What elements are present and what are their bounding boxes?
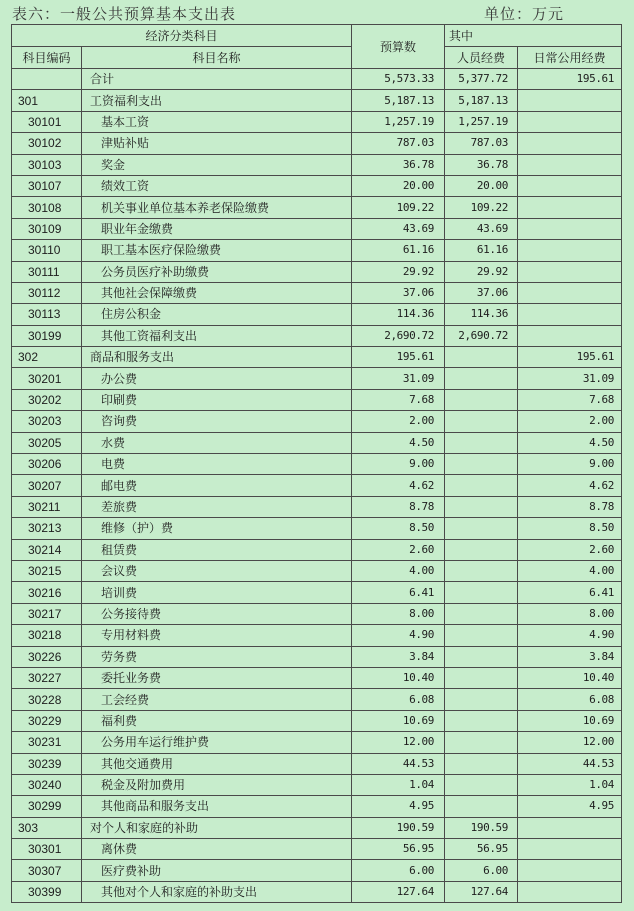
personnel-expense-cell: 61.16 [445,240,518,261]
account-code-cell: 30229 [12,711,82,732]
budget-amount-cell: 6.00 [352,860,445,881]
account-name-cell: 公务用车运行维护费 [82,732,352,753]
personnel-expense-cell: 37.06 [445,283,518,304]
budget-amount-cell: 8.78 [352,497,445,518]
account-name-cell: 基本工资 [82,112,352,133]
table-row [12,90,622,111]
budget-expenditure-table [11,24,622,903]
account-name-cell: 会议费 [82,561,352,582]
account-code-cell: 302 [12,347,82,368]
personnel-expense-cell: 109.22 [445,197,518,218]
table-row [12,582,622,603]
table-row [12,390,622,411]
header-personnel-expense: 人员经费 [445,47,518,69]
budget-amount-cell: 4.90 [352,625,445,646]
account-name-cell: 其他工资福利支出 [82,326,352,347]
budget-amount-cell: 61.16 [352,240,445,261]
public-expense-cell: 44.53 [518,754,622,775]
account-name-cell: 公务员医疗补助缴费 [82,262,352,283]
table-row [12,411,622,432]
account-name-cell: 职业年金缴费 [82,219,352,240]
budget-amount-cell: 195.61 [352,347,445,368]
account-name-cell: 劳务费 [82,647,352,668]
budget-amount-cell: 4.95 [352,796,445,817]
account-code-cell: 30299 [12,796,82,817]
account-name-cell: 委托业务费 [82,668,352,689]
personnel-expense-cell: 2,690.72 [445,326,518,347]
public-expense-cell: 2.60 [518,540,622,561]
header-of-which: 其中 [445,25,622,47]
account-code-cell: 30307 [12,860,82,881]
account-code-cell: 30399 [12,882,82,903]
personnel-expense-cell: 114.36 [445,304,518,325]
account-name-cell: 公务接待费 [82,604,352,625]
table-row [12,326,622,347]
table-row [12,860,622,881]
account-code-cell: 30108 [12,197,82,218]
budget-amount-cell: 6.41 [352,582,445,603]
budget-amount-cell: 5,187.13 [352,90,445,111]
account-name-cell: 专用材料费 [82,625,352,646]
table-row [12,711,622,732]
public-expense-cell [518,283,622,304]
public-expense-cell: 195.61 [518,69,622,90]
budget-amount-cell: 109.22 [352,197,445,218]
public-expense-cell: 4.50 [518,433,622,454]
budget-amount-cell: 2.00 [352,411,445,432]
public-expense-cell: 4.95 [518,796,622,817]
document-title: 表六：一般公共预算基本支出表 [12,5,237,23]
account-code-cell: 30217 [12,604,82,625]
account-code-cell: 30201 [12,368,82,389]
account-code-cell: 30102 [12,133,82,154]
budget-amount-cell: 2,690.72 [352,326,445,347]
personnel-expense-cell [445,625,518,646]
table-row [12,176,622,197]
account-name-cell: 工资福利支出 [82,90,352,111]
budget-amount-cell: 6.08 [352,689,445,710]
account-code-cell: 30206 [12,454,82,475]
personnel-expense-cell: 5,187.13 [445,90,518,111]
account-name-cell: 商品和服务支出 [82,347,352,368]
public-expense-cell: 2.00 [518,411,622,432]
table-row [12,796,622,817]
account-code-cell: 301 [12,90,82,111]
account-code-cell [12,69,82,90]
budget-amount-cell: 127.64 [352,882,445,903]
budget-amount-cell: 1,257.19 [352,112,445,133]
budget-amount-cell: 787.03 [352,133,445,154]
account-name-cell: 职工基本医疗保险缴费 [82,240,352,261]
table-row [12,732,622,753]
table-row [12,155,622,176]
public-expense-cell: 10.69 [518,711,622,732]
table-row [12,433,622,454]
account-name-cell: 合计 [82,69,352,90]
table-row [12,775,622,796]
budget-amount-cell: 29.92 [352,262,445,283]
table-row [12,689,622,710]
personnel-expense-cell [445,732,518,753]
header-public-expense: 日常公用经费 [518,47,622,69]
personnel-expense-cell [445,518,518,539]
table-row [12,668,622,689]
table-row [12,839,622,860]
account-name-cell: 租赁费 [82,540,352,561]
budget-amount-cell: 31.09 [352,368,445,389]
budget-amount-cell: 190.59 [352,818,445,839]
account-code-cell: 30203 [12,411,82,432]
public-expense-cell [518,219,622,240]
budget-amount-cell: 20.00 [352,176,445,197]
budget-amount-cell: 10.40 [352,668,445,689]
budget-amount-cell: 36.78 [352,155,445,176]
unit-label: 单位：万元 [484,5,565,23]
table-row [12,818,622,839]
account-code-cell: 30111 [12,262,82,283]
budget-amount-cell: 3.84 [352,647,445,668]
account-name-cell: 其他对个人和家庭的补助支出 [82,882,352,903]
header-econ-classification: 经济分类科目 [12,25,352,47]
account-name-cell: 税金及附加费用 [82,775,352,796]
account-name-cell: 咨询费 [82,411,352,432]
public-expense-cell [518,197,622,218]
account-name-cell: 对个人和家庭的补助 [82,818,352,839]
budget-amount-cell: 7.68 [352,390,445,411]
public-expense-cell: 4.00 [518,561,622,582]
public-expense-cell: 6.41 [518,582,622,603]
account-name-cell: 津贴补贴 [82,133,352,154]
public-expense-cell [518,860,622,881]
account-name-cell: 绩效工资 [82,176,352,197]
personnel-expense-cell: 43.69 [445,219,518,240]
personnel-expense-cell [445,540,518,561]
public-expense-cell: 31.09 [518,368,622,389]
personnel-expense-cell [445,689,518,710]
table-row [12,219,622,240]
public-expense-cell: 10.40 [518,668,622,689]
account-name-cell: 福利费 [82,711,352,732]
personnel-expense-cell [445,497,518,518]
table-row [12,262,622,283]
account-name-cell: 住房公积金 [82,304,352,325]
account-code-cell: 30103 [12,155,82,176]
account-code-cell: 30239 [12,754,82,775]
table-row [12,540,622,561]
account-name-cell: 其他交通费用 [82,754,352,775]
table-row [12,497,622,518]
personnel-expense-cell: 5,377.72 [445,69,518,90]
personnel-expense-cell [445,411,518,432]
account-code-cell: 30107 [12,176,82,197]
personnel-expense-cell: 787.03 [445,133,518,154]
personnel-expense-cell [445,711,518,732]
public-expense-cell [518,818,622,839]
personnel-expense-cell [445,582,518,603]
table-row [12,304,622,325]
table-row [12,561,622,582]
account-name-cell: 邮电费 [82,475,352,496]
header-budget-amount: 预算数 [352,25,445,69]
table-row [12,475,622,496]
public-expense-cell [518,839,622,860]
account-code-cell: 30228 [12,689,82,710]
account-code-cell: 30231 [12,732,82,753]
public-expense-cell [518,90,622,111]
budget-amount-cell: 43.69 [352,219,445,240]
account-name-cell: 其他商品和服务支出 [82,796,352,817]
account-code-cell: 30199 [12,326,82,347]
account-name-cell: 离休费 [82,839,352,860]
personnel-expense-cell [445,775,518,796]
budget-amount-cell: 56.95 [352,839,445,860]
header-account-code: 科目编码 [12,47,82,69]
public-expense-cell: 8.50 [518,518,622,539]
public-expense-cell: 8.78 [518,497,622,518]
account-code-cell: 30109 [12,219,82,240]
account-name-cell: 医疗费补助 [82,860,352,881]
account-code-cell: 30215 [12,561,82,582]
table-row [12,625,622,646]
table-body [12,69,622,903]
personnel-expense-cell: 1,257.19 [445,112,518,133]
budget-amount-cell: 4.62 [352,475,445,496]
table-row [12,518,622,539]
table-row [12,112,622,133]
public-expense-cell: 8.00 [518,604,622,625]
personnel-expense-cell [445,390,518,411]
personnel-expense-cell [445,754,518,775]
budget-amount-cell: 8.00 [352,604,445,625]
account-name-cell: 印刷费 [82,390,352,411]
table-row [12,347,622,368]
account-code-cell: 30301 [12,839,82,860]
account-code-cell: 30227 [12,668,82,689]
personnel-expense-cell: 20.00 [445,176,518,197]
personnel-expense-cell [445,433,518,454]
personnel-expense-cell [445,561,518,582]
public-expense-cell [518,176,622,197]
account-name-cell: 电费 [82,454,352,475]
account-code-cell: 30211 [12,497,82,518]
account-code-cell: 30207 [12,475,82,496]
public-expense-cell [518,882,622,903]
public-expense-cell [518,262,622,283]
public-expense-cell: 7.68 [518,390,622,411]
public-expense-cell [518,304,622,325]
personnel-expense-cell: 127.64 [445,882,518,903]
table-row [12,240,622,261]
table-row [12,754,622,775]
account-code-cell: 30110 [12,240,82,261]
account-name-cell: 工会经费 [82,689,352,710]
table-row [12,882,622,903]
budget-amount-cell: 2.60 [352,540,445,561]
account-name-cell: 维修（护）费 [82,518,352,539]
account-code-cell: 30216 [12,582,82,603]
table-row [12,647,622,668]
public-expense-cell: 1.04 [518,775,622,796]
account-code-cell: 30214 [12,540,82,561]
account-code-cell: 303 [12,818,82,839]
account-name-cell: 办公费 [82,368,352,389]
public-expense-cell [518,155,622,176]
account-name-cell: 水费 [82,433,352,454]
personnel-expense-cell: 29.92 [445,262,518,283]
account-name-cell: 机关事业单位基本养老保险缴费 [82,197,352,218]
personnel-expense-cell [445,647,518,668]
budget-amount-cell: 8.50 [352,518,445,539]
account-name-cell: 培训费 [82,582,352,603]
personnel-expense-cell [445,604,518,625]
budget-amount-cell: 10.69 [352,711,445,732]
personnel-expense-cell: 56.95 [445,839,518,860]
public-expense-cell: 4.90 [518,625,622,646]
personnel-expense-cell [445,368,518,389]
account-code-cell: 30226 [12,647,82,668]
public-expense-cell [518,133,622,154]
budget-amount-cell: 9.00 [352,454,445,475]
account-code-cell: 30202 [12,390,82,411]
public-expense-cell [518,326,622,347]
public-expense-cell [518,112,622,133]
public-expense-cell: 3.84 [518,647,622,668]
personnel-expense-cell [445,454,518,475]
budget-amount-cell: 37.06 [352,283,445,304]
account-name-cell: 奖金 [82,155,352,176]
public-expense-cell: 195.61 [518,347,622,368]
account-code-cell: 30112 [12,283,82,304]
public-expense-cell: 6.08 [518,689,622,710]
account-code-cell: 30213 [12,518,82,539]
personnel-expense-cell: 190.59 [445,818,518,839]
account-code-cell: 30240 [12,775,82,796]
account-code-cell: 30218 [12,625,82,646]
personnel-expense-cell: 36.78 [445,155,518,176]
table-header [12,25,622,69]
public-expense-cell: 12.00 [518,732,622,753]
budget-amount-cell: 114.36 [352,304,445,325]
budget-amount-cell: 1.04 [352,775,445,796]
table-row [12,604,622,625]
public-expense-cell [518,240,622,261]
total-row [12,69,622,90]
table-row [12,133,622,154]
budget-amount-cell: 5,573.33 [352,69,445,90]
personnel-expense-cell [445,668,518,689]
public-expense-cell: 4.62 [518,475,622,496]
personnel-expense-cell [445,796,518,817]
table-row [12,283,622,304]
budget-amount-cell: 44.53 [352,754,445,775]
table-row [12,197,622,218]
account-name-cell: 其他社会保障缴费 [82,283,352,304]
budget-amount-cell: 4.00 [352,561,445,582]
budget-amount-cell: 4.50 [352,433,445,454]
budget-amount-cell: 12.00 [352,732,445,753]
personnel-expense-cell: 6.00 [445,860,518,881]
header-account-name: 科目名称 [82,47,352,69]
account-code-cell: 30113 [12,304,82,325]
public-expense-cell: 9.00 [518,454,622,475]
personnel-expense-cell [445,347,518,368]
account-name-cell: 差旅费 [82,497,352,518]
table-row [12,454,622,475]
personnel-expense-cell [445,475,518,496]
account-code-cell: 30205 [12,433,82,454]
account-code-cell: 30101 [12,112,82,133]
table-row [12,368,622,389]
